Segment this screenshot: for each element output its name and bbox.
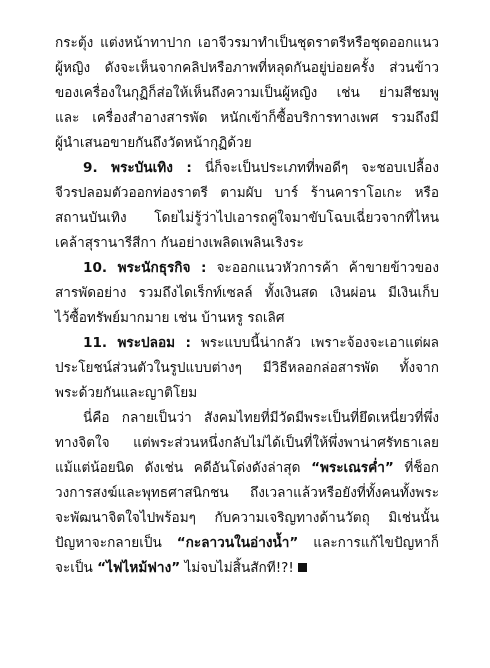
section-heading: 10. พระนักธุรกิจ : bbox=[83, 260, 207, 276]
text-line: สถานบันเทิง โดยไม่รู้ว่าไปเอารถคู่ใจมาขับโฉบเฉี่ยวจากที่ไหน bbox=[55, 210, 439, 226]
emphasis-quote: “กะลาวนในอ่างน้ำ” bbox=[176, 535, 299, 551]
paragraph-1 bbox=[55, 31, 439, 156]
text-line: จะพัฒนาจิตใจไปพร้อมๆ กับความเจริญทางด้านวัตถุ มิเช่นนั้น bbox=[55, 510, 439, 526]
text-run: พระแบบนี้น่ากลัว เพราะจ้องจะเอาแต่ผล bbox=[190, 335, 439, 351]
text-run: ที่ช็อก bbox=[393, 460, 439, 476]
black-square-icon bbox=[298, 563, 307, 572]
text-line: ไว้ซื้อทรัพย์มากมาย เช่น บ้านหรู รถเลิศ bbox=[55, 310, 285, 326]
paragraph-10-businessman-monk bbox=[55, 256, 439, 331]
text-line: เคล้าสุรานารีสีกา กันอย่างเพลิดเพลินเริงระ bbox=[55, 235, 304, 251]
text-line: นี่คือ กลายเป็นว่า สังคมไทยที่มีวัดมีพระเป็นที่ยึดเหนี่ยวที่พึ่ง bbox=[83, 410, 439, 426]
text-line: ทางจิตใจ แต่พระส่วนหนึ่งกลับไม่ได้เป็นที่ให้พึ่งพาน่าศรัทธาเลย bbox=[55, 435, 439, 451]
text-run: และการแก้ไขปัญหาก็ bbox=[298, 535, 439, 551]
text-line: พระด้วยกันและญาติโยม bbox=[55, 385, 198, 401]
text-run: ไม่จบไม่สิ้นสักที!?! bbox=[180, 560, 294, 576]
text-run: จะเป็น bbox=[55, 560, 98, 576]
text-line: กระตุ้ง แต่งหน้าทาปาก เอาจีวรมาทำเป็นชุดราตรีหรือชุดออกแนว bbox=[55, 35, 439, 51]
text-line bbox=[55, 556, 439, 581]
section-heading: 9. พระบันเทิง : bbox=[83, 160, 192, 176]
emphasis-quote: “ไฟไหม้ฟาง” bbox=[97, 560, 181, 576]
paragraph-9-entertainer-monk bbox=[55, 156, 439, 256]
paragraph-11-fake-monk bbox=[55, 331, 439, 406]
text-line bbox=[55, 156, 439, 181]
text-run: ปัญหาจะกลายเป็น bbox=[55, 535, 177, 551]
text-line: ผู้นำเสนอขายกันถึงวัดหน้ากุฏิด้วย bbox=[55, 135, 252, 151]
text-run: จะออกแนวหัวการค้า ค้าขายข้าวของ bbox=[206, 260, 439, 276]
text-line: วงการสงฆ์และพุทธศาสนิกชน ถึงเวลาแล้วหรือยังที่ทั้งคนทั้งพระ bbox=[55, 485, 439, 501]
text-line: จีวรปลอมตัวออกท่องราตรี ตามผับ บาร์ ร้านคาราโอเกะ หรือ bbox=[55, 185, 439, 201]
text-run: นี่ก็จะเป็นประเภทที่พอดีๆ จะชอบเปลื้อง bbox=[191, 160, 439, 176]
text-run: แม้แต่น้อยนิด ดังเช่น คดีอันโด่งดังล่าสุด bbox=[55, 460, 312, 476]
text-line: และ เครื่องสำอางสารพัด หนักเข้าก็ซื้อบริการทางเพศ รวมถึงมี bbox=[55, 110, 439, 126]
text-line: ผู้หญิง ดังจะเห็นจากคลิปหรือภาพที่หลุดกันอยู่บ่อยครั้ง ส่วนข้าว bbox=[55, 60, 439, 76]
text-line: ของเครื่องในกุฏิก็ส่อให้เห็นถึงความเป็นผู้หญิง เช่น ย่ามสีชมพู bbox=[55, 85, 439, 101]
text-line bbox=[55, 256, 439, 281]
section-heading: 11. พระปลอม : bbox=[83, 335, 191, 351]
emphasis-quote: “พระเณรค่ำ” bbox=[311, 460, 394, 476]
text-line bbox=[55, 331, 439, 356]
text-line: สารพัดอย่าง รวมถึงไดเร็กท์เซลล์ ทั้งเงินสด เงินผ่อน มีเงินเก็บ bbox=[55, 285, 439, 301]
text-line: ประโยชน์ส่วนตัวในรูปแบบต่างๆ มีวิธีหลอกล่อสารพัด ทั้งจาก bbox=[55, 360, 439, 376]
paragraph-conclusion bbox=[55, 406, 439, 581]
document-page bbox=[55, 31, 439, 581]
text-line bbox=[55, 456, 439, 481]
text-line bbox=[55, 531, 439, 556]
